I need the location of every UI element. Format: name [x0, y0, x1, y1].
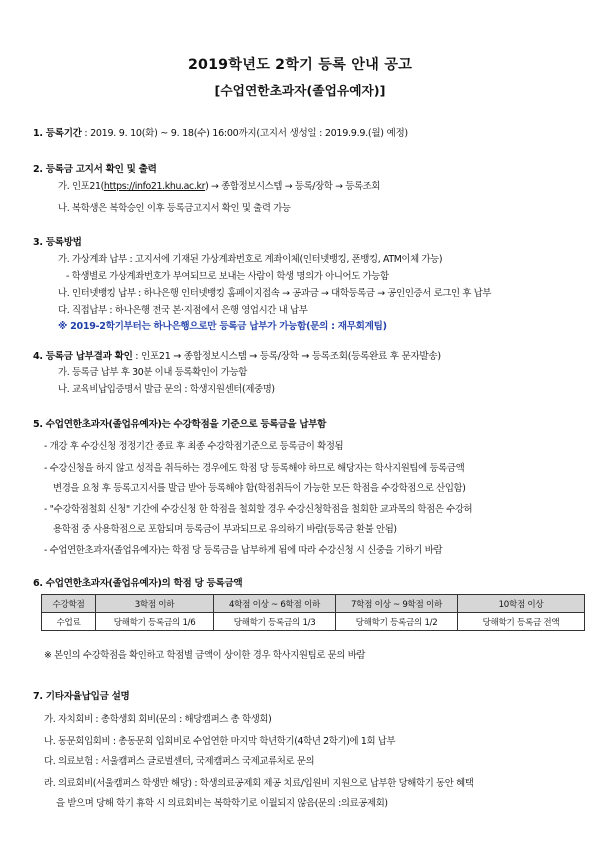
section-7-item-ra-b: 을 받으며 당해 학기 휴학 시 의료회비는 복학학기로 이월되지 않음(문의 :의료공제회) [56, 798, 388, 809]
section-2-ga-suffix: ) → 종합정보시스템 → 등록/장학 → 등록조회 [205, 181, 381, 192]
fee-table-header-cell: 10학점 이상 [458, 595, 585, 613]
section-3-item-ga: 가. 가상계좌 납부 : 고지서에 기재된 가상계좌번호로 계좌이체(인터넷뱅킹, 폰뱅킹, ATM이체 가능) [58, 254, 443, 265]
section-4-path: : 인포21 → 종합정보시스템 → 등록/장학 → 등록조회(등록완료 후 문자발송) [132, 351, 441, 362]
section-5-line-4: - 수업연한초과자(졸업유예자)는 학점 당 등록금을 납부하게 됨에 따라 수강신청 시 신중을 기하기 바람 [44, 545, 443, 556]
fee-table-header-cell: 7학점 이상 ~ 9학점 이하 [336, 595, 458, 613]
section-3-notice: ※ 2019-2학기부터는 하나은행으로만 등록금 납부가 가능함(문의 : 재무회계팀) [58, 321, 387, 332]
section-1-period: : 2019. 9. 10(화) ~ 9. 18(수) 16:00까지(고지서 생성일 : 2019.9.9.(월) 예정) [81, 128, 408, 139]
section-4-heading [33, 348, 441, 362]
fee-table-cell: 당해학기 등록금의 1/3 [214, 613, 336, 631]
fee-table-row-label: 수업료 [42, 613, 96, 631]
fee-table-header-row [42, 595, 585, 613]
section-7-heading: 7. 기타자율납입금 설명 [33, 691, 130, 702]
page-subtitle: [수업연한초과자(졸업유예자)] [214, 84, 386, 99]
section-4-item-na: 나. 교육비납입증명서 발급 문의 : 학생지원센터(제중명) [58, 384, 275, 395]
fee-table-header-cell: 4학점 이상 ~ 6학점 이하 [214, 595, 336, 613]
section-1-heading [33, 125, 408, 139]
section-4-item-ga: 가. 등록금 납부 후 30분 이내 등록확인이 가능함 [58, 367, 247, 378]
section-5-line-3a: - "수강학점철회 신청" 기간에 수강신청 한 학점을 철회할 경우 수강신청학점을 철회한 교과목의 학점은 수강허 [44, 504, 473, 515]
section-5-line-1: - 개강 후 수강신청 정정기간 종료 후 최종 수강학점기준으로 등록금이 확정됨 [44, 441, 344, 452]
section-6-heading: 6. 수업연한초과자(졸업유예자)의 학점 당 등록금액 [33, 578, 243, 589]
section-1-title: 1. 등록기간 [33, 128, 82, 139]
section-4-title: 4. 등록금 납부결과 확인 [33, 351, 133, 362]
section-3-item-da: 다. 직접납부 : 하나은행 전국 본·지점에서 은행 영업시간 내 납부 [58, 305, 308, 316]
section-3-heading: 3. 등록방법 [33, 237, 82, 248]
section-5-line-2a: - 수강신청을 하지 않고 성적을 취득하는 경우에도 학점 당 등록해야 하므로 해당자는 학사지원팀에 등록금액 [44, 463, 465, 474]
fee-table [41, 594, 585, 631]
section-3-item-ga-sub: - 학생별로 가상계좌번호가 부여되므로 보내는 사람이 학생 명의가 아니어도 가능함 [66, 271, 389, 282]
fee-table-cell: 당해학기 등록금의 1/2 [336, 613, 458, 631]
section-7-item-ra-a: 라. 의료회비(서울캠퍼스 학생만 해당) : 학생의료공제회 제공 치료/입원비 지원으로 납부한 당해학기 동안 혜택 [44, 778, 474, 789]
fee-table-header-cell: 수강학점 [42, 595, 96, 613]
fee-table-cell: 당해학기 등록금의 1/6 [96, 613, 214, 631]
page-title: 2019학년도 2학기 등록 안내 공고 [187, 57, 413, 73]
fee-table-header-cell: 3학점 이하 [96, 595, 214, 613]
section-3-item-na: 나. 인터넷뱅킹 납부 : 하나은행 인터넷뱅킹 홈페이지접속 → 공과금 → 대학등록금 → 공인인증서 로그인 후 납부 [58, 288, 492, 299]
fee-table-row [42, 613, 585, 631]
info21-link[interactable]: https://info21.khu.ac.kr [103, 181, 206, 192]
section-5-heading: 5. 수업연한초과자(졸업유예자)는 수강학점을 기준으로 등록금을 납부함 [33, 419, 327, 430]
section-6-note: ※ 본인의 수강학점을 확인하고 학점별 금액이 상이한 경우 학사지원팀로 문의 바람 [44, 650, 366, 661]
section-2-item-ga [58, 178, 380, 192]
section-2-heading: 2. 등록금 고지서 확인 및 출력 [33, 164, 157, 175]
section-5-line-2b: 변경을 요청 후 등록고지서를 발급 받아 등록해야 함(학점취득이 가능한 모든 학점을 수강학점으로 산입함) [53, 483, 466, 494]
section-2-item-na: 나. 복학생은 복학승인 이후 등록금고지서 확인 및 출력 가능 [58, 203, 291, 214]
section-5-line-3b: 용학점 중 사용학점으로 포함되며 등록금이 부과되므로 유의하기 바람(등록금 환불 안됨) [53, 524, 397, 535]
section-7-item-na: 나. 동문회입회비 : 총동문회 입회비로 수업연한 마지막 학년학기(4학년 2학기)에 1회 납부 [44, 736, 396, 747]
section-7-item-ga: 가. 자치회비 : 총학생회 회비(문의 : 해당캠퍼스 총 학생회) [44, 714, 272, 725]
fee-table-cell: 당해학기 등록금 전액 [458, 613, 585, 631]
section-7-item-da: 다. 의료보험 : 서울캠퍼스 글로벌센터, 국제캠퍼스 국제교류처로 문의 [44, 756, 315, 767]
section-2-ga-prefix: 가. 인포21( [58, 181, 104, 192]
